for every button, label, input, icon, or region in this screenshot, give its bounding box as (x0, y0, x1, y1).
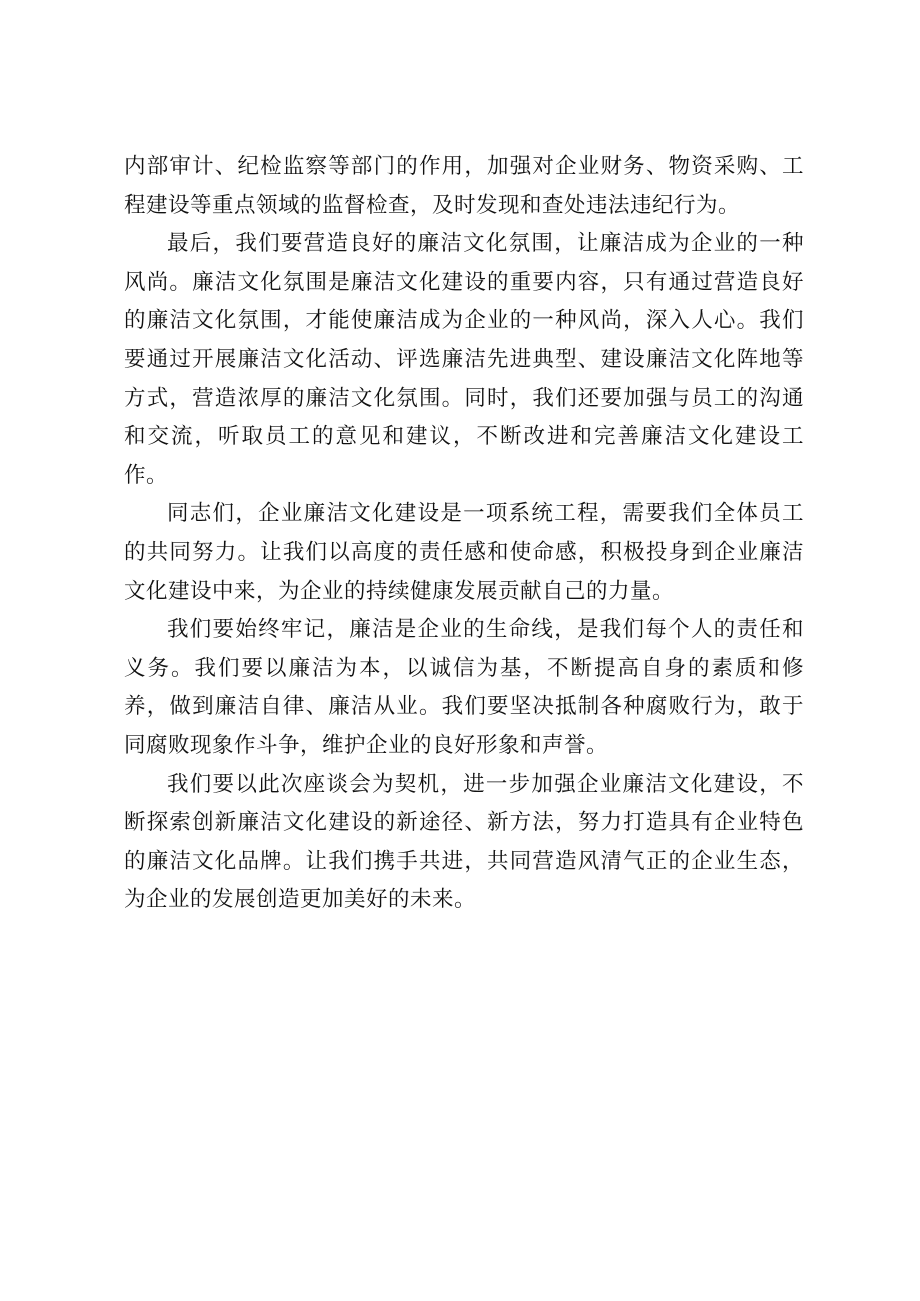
paragraph-continuation: 内部审计、纪检监察等部门的作用，加强对企业财务、物资采购、工程建设等重点领域的监督检查，及时发现和查处违法违纪行为。 (124, 154, 804, 218)
document-body (124, 148, 804, 920)
paragraph-atmosphere: 最后，我们要营造良好的廉洁文化氛围，让廉洁成为企业的一种风尚。廉洁文化氛围是廉洁文化建设的重要内容，只有通过营造良好的廉洁文化氛围，才能使廉洁成为企业的一种风尚，深入人心。我们要通过开展廉洁文化活动、评选廉洁先进典型、建设廉洁文化阵地等方式，营造浓厚的廉洁文化氛围。同时，我们还要加强与员工的沟通和交流，听取员工的意见和建议，不断改进和完善廉洁文化建设工作。 (124, 231, 804, 488)
paragraph-comrades: 同志们，企业廉洁文化建设是一项系统工程，需要我们全体员工的共同努力。让我们以高度的责任感和使命感，积极投身到企业廉洁文化建设中来，为企业的持续健康发展贡献自己的力量。 (124, 501, 804, 604)
paragraph-conclusion: 我们要以此次座谈会为契机，进一步加强企业廉洁文化建设，不断探索创新廉洁文化建设的新途径、新方法，努力打造具有企业特色的廉洁文化品牌。让我们携手共进，共同营造风清气正的企业生态，为企业的发展创造更加美好的未来。 (124, 771, 804, 913)
paragraph-remember: 我们要始终牢记，廉洁是企业的生命线，是我们每个人的责任和义务。我们要以廉洁为本，以诚信为基，不断提高自身的素质和修养，做到廉洁自律、廉洁从业。我们要坚决抵制各种腐败行为，敢于同腐败现象作斗争，维护企业的良好形象和声誉。 (124, 617, 804, 758)
